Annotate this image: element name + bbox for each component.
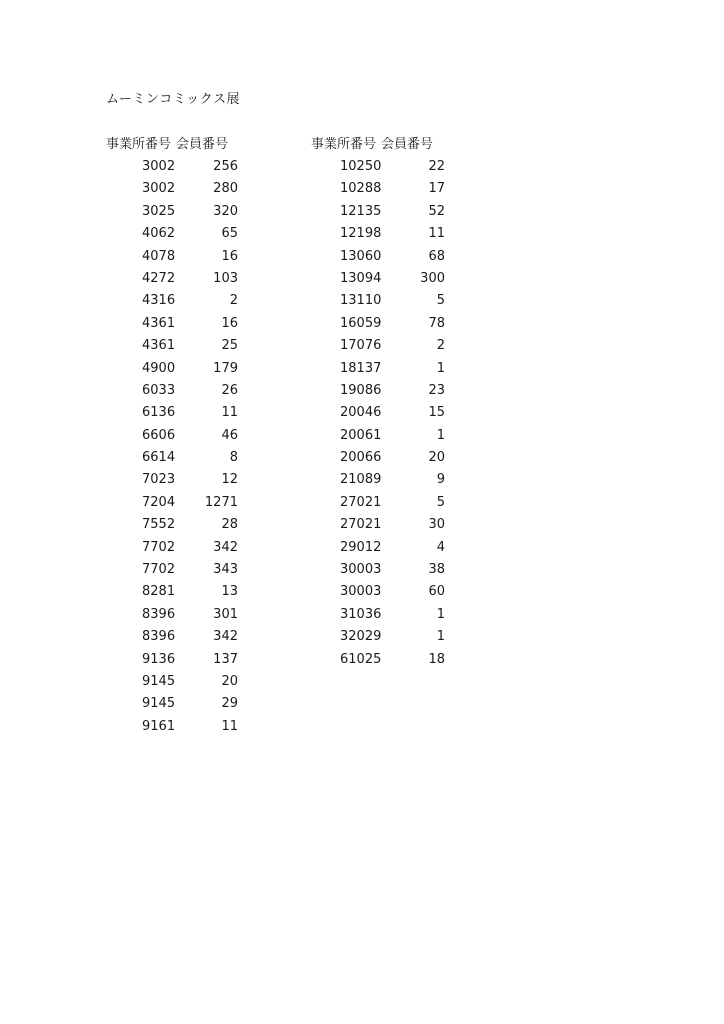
- table-row: [106, 604, 240, 626]
- table-row: [106, 402, 240, 424]
- office-number-cell: 61025: [340, 651, 382, 667]
- office-number-cell: 4062: [142, 226, 176, 242]
- office-number-cell: 6606: [142, 427, 176, 443]
- table-row: [106, 156, 240, 178]
- table-row: [311, 649, 445, 671]
- member-number-cell: 60: [428, 584, 445, 600]
- table-row: [106, 649, 240, 671]
- office-number-cell: 20046: [340, 405, 382, 421]
- office-number-cell: 7204: [142, 494, 176, 510]
- table-row: [106, 425, 240, 447]
- document-title: ムーミンコミックス展: [106, 92, 240, 107]
- office-number-cell: 4078: [142, 248, 176, 264]
- table-row: [311, 581, 445, 603]
- office-number-cell: 7702: [142, 539, 176, 555]
- table-row: [311, 313, 445, 335]
- table-row: [311, 380, 445, 402]
- member-number-cell: 65: [221, 226, 238, 242]
- table-row: [106, 537, 240, 559]
- table-row: [311, 402, 445, 424]
- member-number-cell: 8: [229, 450, 238, 466]
- table-row: [106, 358, 240, 380]
- office-number-cell: 9161: [142, 718, 176, 734]
- office-number-cell: 21089: [340, 472, 382, 488]
- member-number-cell: 20: [428, 450, 445, 466]
- member-number-cell: 2: [436, 338, 445, 354]
- member-number-cell: 28: [221, 517, 238, 533]
- table-row: [106, 469, 240, 491]
- office-number-cell: 13060: [340, 248, 382, 264]
- right-table: [311, 134, 445, 671]
- table-row: [311, 156, 445, 178]
- table-row: [106, 246, 240, 268]
- office-number-cell: 31036: [340, 606, 382, 622]
- member-number-cell: 137: [213, 651, 238, 667]
- table-row: [311, 559, 445, 581]
- member-number-cell: 11: [221, 405, 238, 421]
- member-number-cell: 16: [221, 248, 238, 264]
- member-number-cell: 9: [436, 472, 445, 488]
- member-number-cell: 16: [221, 315, 238, 331]
- member-number-cell: 20: [221, 673, 238, 689]
- member-number-cell: 103: [213, 270, 238, 286]
- member-number-cell: 17: [428, 181, 445, 197]
- table-row: [311, 246, 445, 268]
- table-row: [106, 514, 240, 536]
- office-number-cell: 7702: [142, 562, 176, 578]
- table-row: [106, 581, 240, 603]
- member-number-cell: 26: [221, 382, 238, 398]
- table-row: [106, 268, 240, 290]
- office-number-cell: 8396: [142, 629, 176, 645]
- office-number-cell: 4361: [142, 338, 176, 354]
- office-number-cell: 6614: [142, 450, 176, 466]
- office-number-cell: 30003: [340, 562, 382, 578]
- office-number-cell: 8281: [142, 584, 176, 600]
- member-number-cell: 11: [221, 718, 238, 734]
- office-number-cell: 6033: [142, 382, 176, 398]
- office-number-cell: 7023: [142, 472, 176, 488]
- member-number-cell: 22: [428, 159, 445, 174]
- office-number-cell: 27021: [340, 517, 382, 533]
- member-number-cell: 12: [221, 472, 238, 488]
- table-row: [106, 492, 240, 514]
- table-row: [106, 201, 240, 223]
- member-number-cell: 68: [428, 248, 445, 264]
- member-number-cell: 5: [436, 293, 445, 309]
- member-number-cell: 343: [213, 562, 238, 578]
- member-number-cell: 342: [213, 629, 238, 645]
- office-number-cell: 16059: [340, 315, 382, 331]
- office-number-cell: 30003: [340, 584, 382, 600]
- table-row: [311, 604, 445, 626]
- member-number-cell: 15: [428, 405, 445, 421]
- table-row: [311, 469, 445, 491]
- member-number-cell: 13: [221, 584, 238, 600]
- member-number-cell: 1: [436, 427, 445, 443]
- office-number-cell: 4900: [142, 360, 176, 376]
- office-number-cell: 13110: [340, 293, 382, 309]
- table-row: [106, 290, 240, 312]
- table-row: [311, 537, 445, 559]
- table-row: [311, 492, 445, 514]
- table-row: [106, 716, 240, 738]
- table-row: [311, 201, 445, 223]
- office-number-cell: 3025: [142, 203, 176, 219]
- member-number-cell: 5: [436, 494, 445, 510]
- header-office-number: 事業所番号: [311, 137, 377, 152]
- table-row: [311, 447, 445, 469]
- member-number-cell: 29: [221, 696, 238, 712]
- table-row: [106, 335, 240, 357]
- member-number-cell: 256: [213, 159, 238, 174]
- left-table-rows: [106, 156, 240, 738]
- header-office-number: 事業所番号: [106, 137, 172, 152]
- right-table-rows: [311, 156, 445, 671]
- office-number-cell: 9136: [142, 651, 176, 667]
- member-number-cell: 1271: [204, 494, 238, 510]
- member-number-cell: 38: [428, 562, 445, 578]
- member-number-cell: 1: [436, 629, 445, 645]
- office-number-cell: 4361: [142, 315, 176, 331]
- table-row: [311, 223, 445, 245]
- member-number-cell: 23: [428, 382, 445, 398]
- office-number-cell: 27021: [340, 494, 382, 510]
- office-number-cell: 32029: [340, 629, 382, 645]
- table-row: [106, 559, 240, 581]
- table-row: [311, 178, 445, 200]
- office-number-cell: 10288: [340, 181, 382, 197]
- table-row: [106, 313, 240, 335]
- member-number-cell: 300: [420, 270, 445, 286]
- header-member-number: 会員番号: [176, 137, 229, 152]
- member-number-cell: 46: [221, 427, 238, 443]
- member-number-cell: 280: [213, 181, 238, 197]
- table-row: [311, 425, 445, 447]
- office-number-cell: 4272: [142, 270, 176, 286]
- office-number-cell: 29012: [340, 539, 382, 555]
- office-number-cell: 10250: [340, 159, 382, 174]
- table-row: [311, 335, 445, 357]
- office-number-cell: 9145: [142, 673, 176, 689]
- table-row: [311, 358, 445, 380]
- table-header: [311, 134, 445, 156]
- member-number-cell: 1: [436, 360, 445, 376]
- member-number-cell: 30: [428, 517, 445, 533]
- table-row: [106, 693, 240, 715]
- table-row: [311, 290, 445, 312]
- office-number-cell: 19086: [340, 382, 382, 398]
- table-header: [106, 134, 240, 156]
- office-number-cell: 4316: [142, 293, 176, 309]
- office-number-cell: 7552: [142, 517, 176, 533]
- table-row: [106, 626, 240, 648]
- office-number-cell: 9145: [142, 696, 176, 712]
- table-row: [106, 447, 240, 469]
- member-number-cell: 11: [428, 226, 445, 242]
- left-table: [106, 134, 240, 738]
- table-row: [106, 380, 240, 402]
- office-number-cell: 17076: [340, 338, 382, 354]
- member-number-cell: 301: [213, 606, 238, 622]
- office-number-cell: 6136: [142, 405, 176, 421]
- table-row: [311, 268, 445, 290]
- member-number-cell: 52: [428, 203, 445, 219]
- member-number-cell: 4: [436, 539, 445, 555]
- table-row: [311, 626, 445, 648]
- table-row: [106, 178, 240, 200]
- member-number-cell: 342: [213, 539, 238, 555]
- member-number-cell: 320: [213, 203, 238, 219]
- table-row: [311, 514, 445, 536]
- office-number-cell: 20061: [340, 427, 382, 443]
- table-row: [106, 671, 240, 693]
- header-member-number: 会員番号: [381, 137, 434, 152]
- member-number-cell: 25: [221, 338, 238, 354]
- office-number-cell: 20066: [340, 450, 382, 466]
- member-number-cell: 2: [229, 293, 238, 309]
- office-number-cell: 3002: [142, 159, 176, 174]
- member-number-cell: 78: [428, 315, 445, 331]
- office-number-cell: 12135: [340, 203, 382, 219]
- office-number-cell: 3002: [142, 181, 176, 197]
- office-number-cell: 13094: [340, 270, 382, 286]
- member-number-cell: 179: [213, 360, 238, 376]
- table-row: [106, 223, 240, 245]
- office-number-cell: 12198: [340, 226, 382, 242]
- office-number-cell: 8396: [142, 606, 176, 622]
- office-number-cell: 18137: [340, 360, 382, 376]
- member-number-cell: 1: [436, 606, 445, 622]
- member-number-cell: 18: [428, 651, 445, 667]
